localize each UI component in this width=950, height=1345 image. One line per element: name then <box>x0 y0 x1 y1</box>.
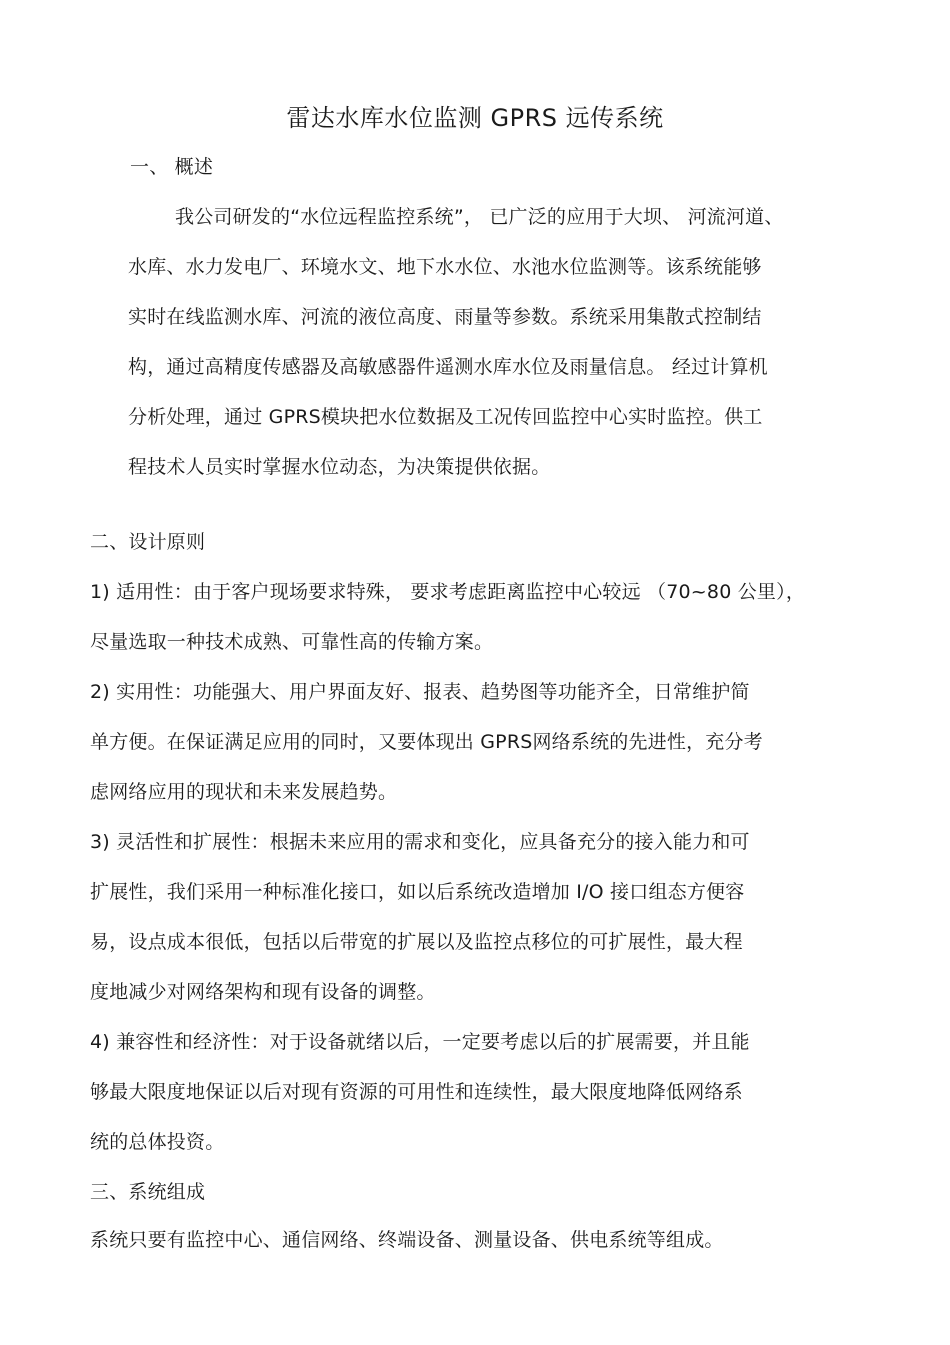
paragraph-line: 水库、水力发电厂、环境水文、地下水水位、水池水位监测等。该系统能够 <box>128 256 762 278</box>
paragraph-line: 单方便。在保证满足应用的同时，又要体现出 GPRS网络系统的先进性，充分考 <box>90 731 763 753</box>
document-title: 雷达水库水位监测 GPRS 远传系统 <box>286 104 664 132</box>
paragraph-line: 度地减少对网络架构和现有设备的调整。 <box>90 981 436 1003</box>
paragraph-line: 2) 实用性：功能强大、用户界面友好、报表、趋势图等功能齐全，日常维护简 <box>90 681 750 703</box>
paragraph-line: 虑网络应用的现状和未来发展趋势。 <box>90 781 398 803</box>
paragraph-line: 4) 兼容性和经济性：对于设备就绪以后，一定要考虑以后的扩展需要，并且能 <box>90 1031 750 1053</box>
section-heading-design-principles: 二、设计原则 <box>90 531 206 553</box>
paragraph-line: 够最大限度地保证以后对现有资源的可用性和连续性，最大限度地降低网络系 <box>90 1081 743 1103</box>
paragraph-line: 程技术人员实时掌握水位动态，为决策提供依据。 <box>128 456 551 478</box>
paragraph-line: 3) 灵活性和扩展性：根据未来应用的需求和变化，应具备充分的接入能力和可 <box>90 831 750 853</box>
paragraph-line: 我公司研发的“水位远程监控系统”， 已广泛的应用于大坝、 河流河道、 <box>175 206 784 228</box>
paragraph-line: 构，通过高精度传感器及高敏感器件遥测水库水位及雨量信息。 经过计算机 <box>128 356 768 378</box>
paragraph-line: 扩展性，我们采用一种标准化接口，如以后系统改造增加 I/O 接口组态方便容 <box>90 881 745 903</box>
section-heading-system-composition: 三、系统组成 <box>90 1181 206 1203</box>
paragraph-line: 1) 适用性：由于客户现场要求特殊， 要求考虑距离监控中心较远 （70~80 公里）， <box>90 581 806 603</box>
paragraph-line: 分析处理，通过 GPRS模块把水位数据及工况传回监控中心实时监控。供工 <box>128 406 763 428</box>
paragraph-line: 系统只要有监控中心、通信网络、终端设备、测量设备、供电系统等组成。 <box>90 1229 724 1251</box>
paragraph-line: 易，设点成本很低，包括以后带宽的扩展以及监控点移位的可扩展性，最大程 <box>90 931 743 953</box>
paragraph-line: 尽量选取一种技术成熟、可靠性高的传输方案。 <box>90 631 494 653</box>
paragraph-line: 实时在线监测水库、河流的液位高度、雨量等参数。系统采用集散式控制结 <box>128 306 762 328</box>
section-heading-overview: 一、 概述 <box>130 156 214 178</box>
paragraph-line: 统的总体投资。 <box>90 1131 225 1153</box>
